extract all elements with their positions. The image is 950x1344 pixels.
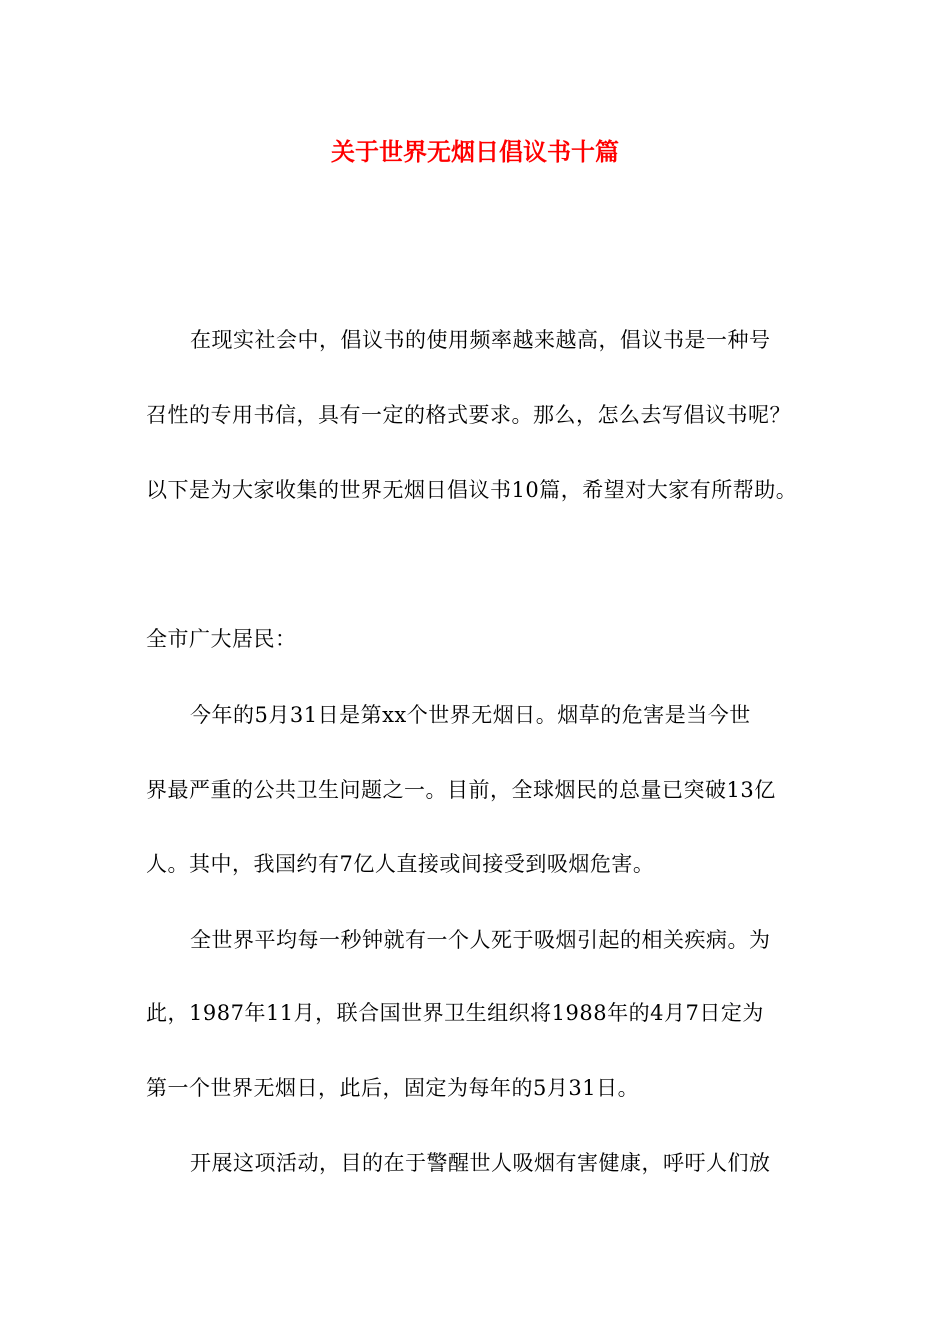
intro-line-1: 在现实社会中，倡议书的使用频率越来越高，倡议书是一种号 bbox=[190, 328, 771, 352]
paragraph2-line-3: 第一个世界无烟日，此后，固定为每年的5月31日。 bbox=[146, 1076, 640, 1100]
paragraph3-line-1: 开展这项活动，目的在于警醒世人吸烟有害健康，呼吁人们放 bbox=[190, 1151, 771, 1175]
paragraph1-line-2: 界最严重的公共卫生问题之一。目前，全球烟民的总量已突破13亿 bbox=[146, 778, 776, 802]
paragraph1-line-1: 今年的5月31日是第xx个世界无烟日。烟草的危害是当今世 bbox=[190, 703, 751, 727]
intro-line-2: 召性的专用书信，具有一定的格式要求。那么，怎么去写倡议书呢？ bbox=[146, 403, 791, 427]
intro-line-3: 以下是为大家收集的世界无烟日倡议书10篇，希望对大家有所帮助。 bbox=[146, 478, 798, 502]
salutation: 全市广大居民： bbox=[146, 627, 297, 651]
paragraph1-line-3: 人。其中，我国约有7亿人直接或间接受到吸烟危害。 bbox=[146, 852, 655, 876]
paragraph2-line-2: 此，1987年11月，联合国世界卫生组织将1988年的4月7日定为 bbox=[146, 1001, 764, 1025]
paragraph2-line-1: 全世界平均每一秒钟就有一个人死于吸烟引起的相关疾病。为 bbox=[190, 928, 771, 952]
document-title: 关于世界无烟日倡议书十篇 bbox=[331, 138, 619, 166]
